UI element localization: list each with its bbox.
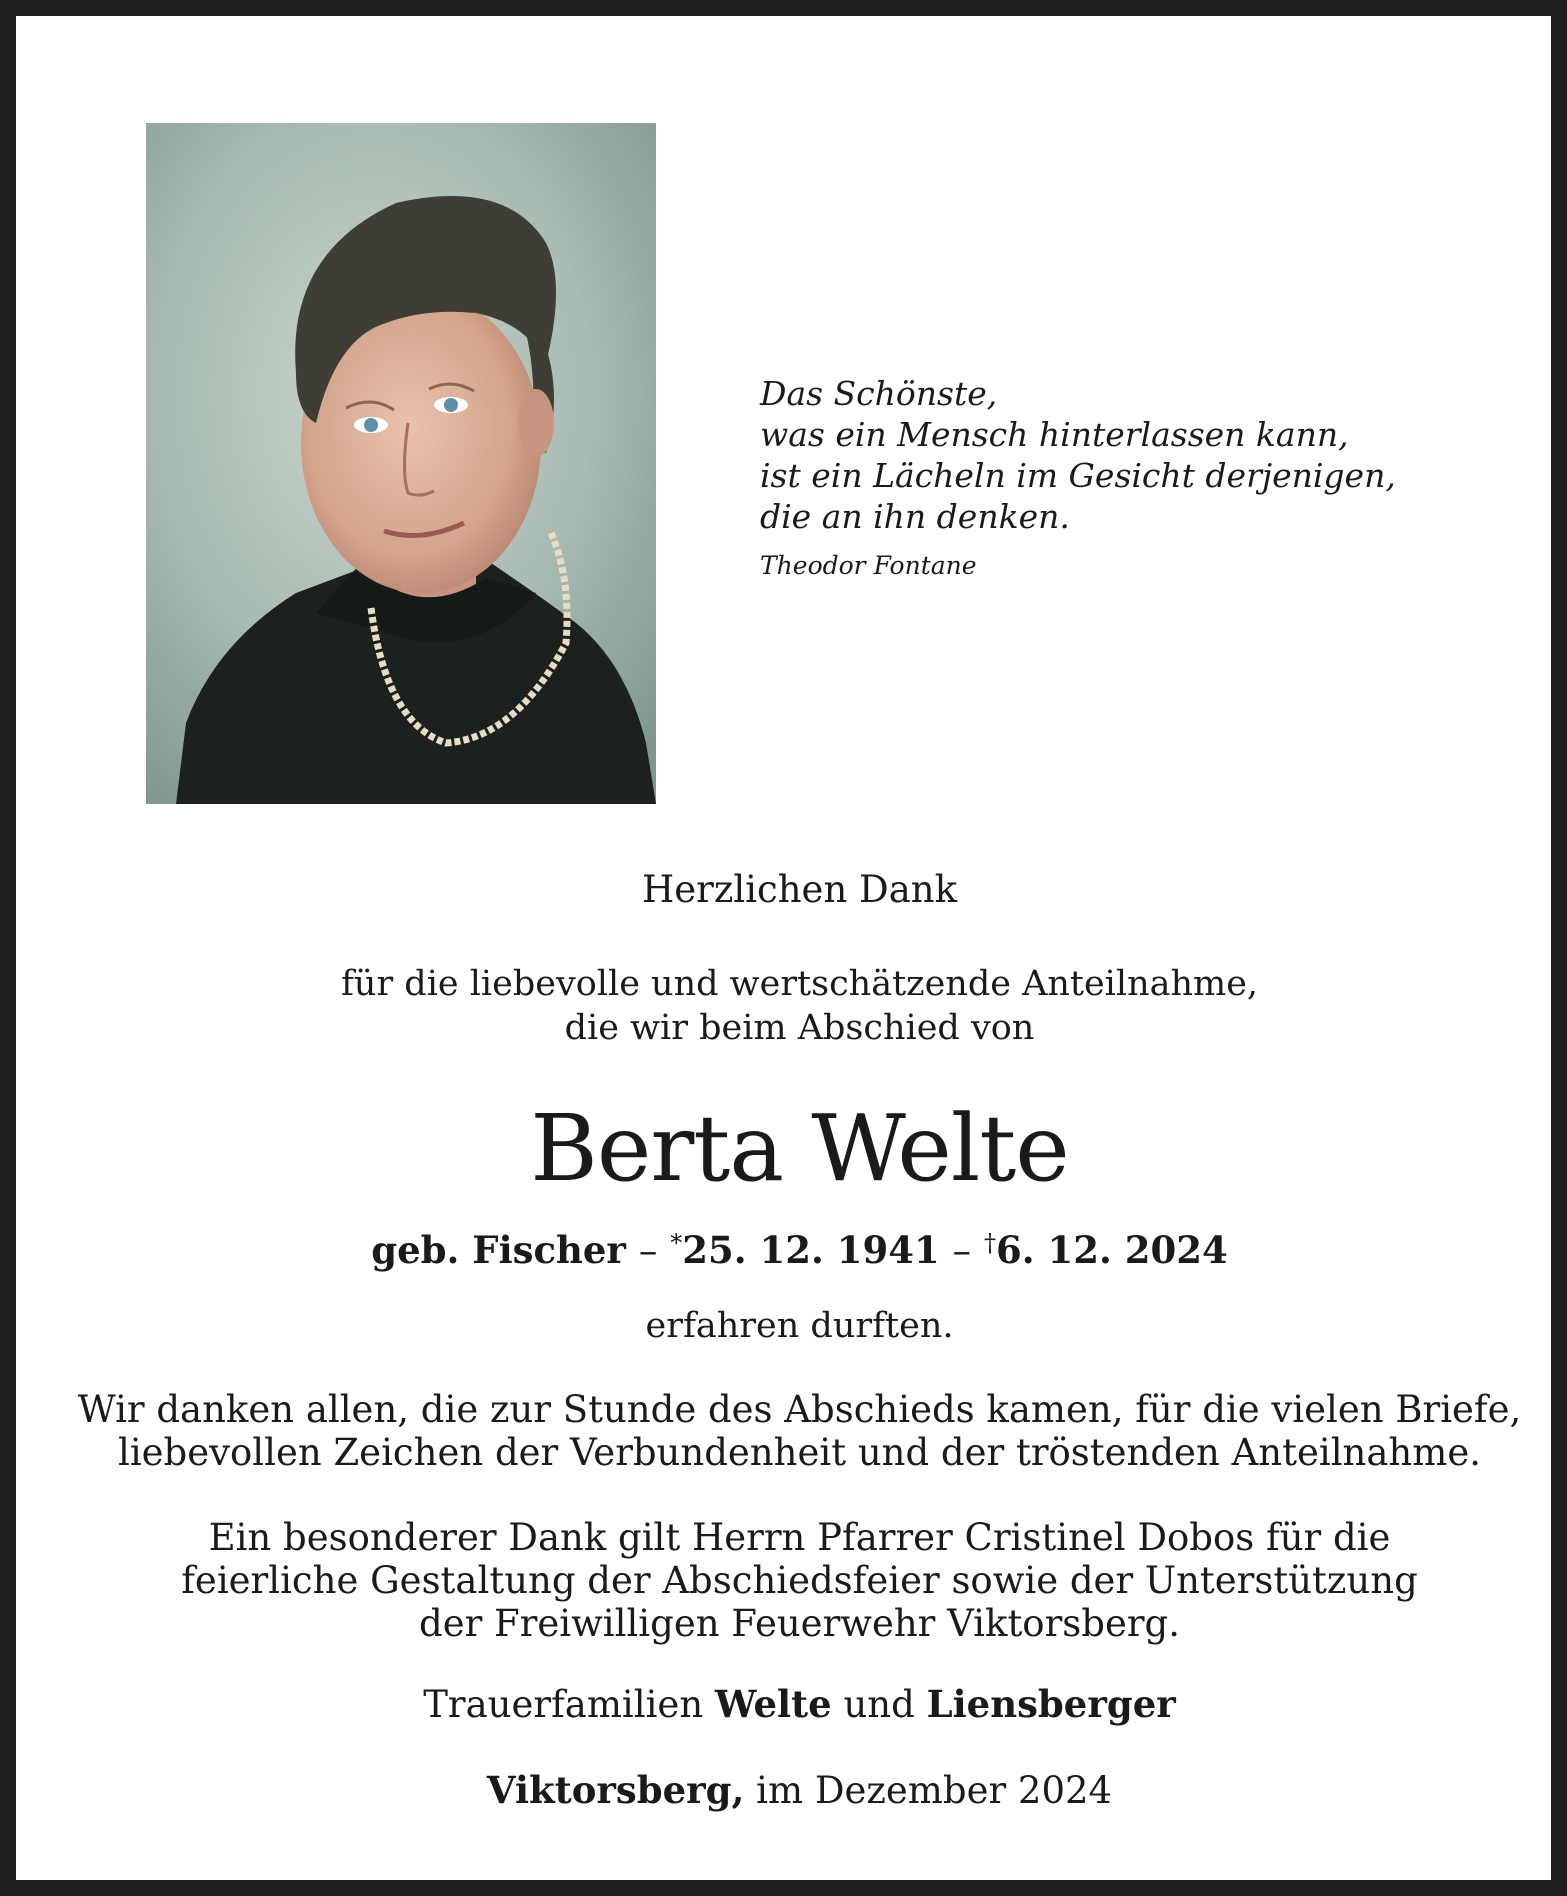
dash-separator: – <box>638 1229 658 1272</box>
death-cross-icon: † <box>983 1229 996 1257</box>
dash-separator: – <box>952 1229 972 1272</box>
birth-star-icon: * <box>670 1229 683 1257</box>
thanks-paragraph-line: liebevollen Zeichen der Verbundenheit und der tröstenden Anteilnahme. <box>117 1431 1481 1474</box>
portrait-photo <box>146 123 656 804</box>
heading-thanks: Herzlichen Dank <box>641 868 958 911</box>
family-name: Liensberger <box>926 1682 1176 1726</box>
life-dates <box>16 1221 1567 1273</box>
family-signature <box>16 1682 1567 1727</box>
quote-block <box>760 373 1460 583</box>
special-thanks-line: der Freiwilligen Feuerwehr Viktorsberg. <box>419 1602 1180 1645</box>
special-thanks-line: Ein besonderer Dank gilt Herrn Pfarrer Cristinel Dobos für die <box>208 1516 1391 1559</box>
quote-line: was ein Mensch hinterlassen kann, <box>760 415 1349 454</box>
quote-author: Theodor Fontane <box>760 551 977 580</box>
intro-line: die wir beim Abschied von <box>564 1008 1035 1048</box>
family-prefix: Trauerfamilien <box>423 1683 704 1726</box>
thanks-paragraph-line: Wir danken allen, die zur Stunde des Abschieds kamen, für die vielen Briefe, <box>77 1388 1522 1431</box>
deceased-name: Berta Welte <box>530 1095 1069 1202</box>
birth-date: 25. 12. 1941 <box>682 1228 940 1272</box>
quote-line: ist ein Lächeln im Gesicht derjenigen, <box>760 456 1396 495</box>
maiden-name: geb. Fischer <box>371 1228 626 1272</box>
family-joiner: und <box>843 1683 915 1726</box>
intro-line: für die liebevolle und wertschätzende Anteilnahme, <box>340 964 1259 1004</box>
family-name: Welte <box>714 1682 832 1726</box>
quote-line: die an ihn denken. <box>760 497 1070 536</box>
special-thanks-line: feierliche Gestaltung der Abschiedsfeier sowie der Unterstützung <box>181 1559 1418 1602</box>
after-name-line: erfahren durften. <box>645 1306 954 1346</box>
place-date-text: im Dezember 2024 <box>756 1769 1113 1812</box>
death-date: 6. 12. 2024 <box>995 1228 1228 1272</box>
place-town: Viktorsberg, <box>486 1768 745 1812</box>
place-date <box>16 1768 1567 1813</box>
quote-line: Das Schönste, <box>760 374 998 413</box>
